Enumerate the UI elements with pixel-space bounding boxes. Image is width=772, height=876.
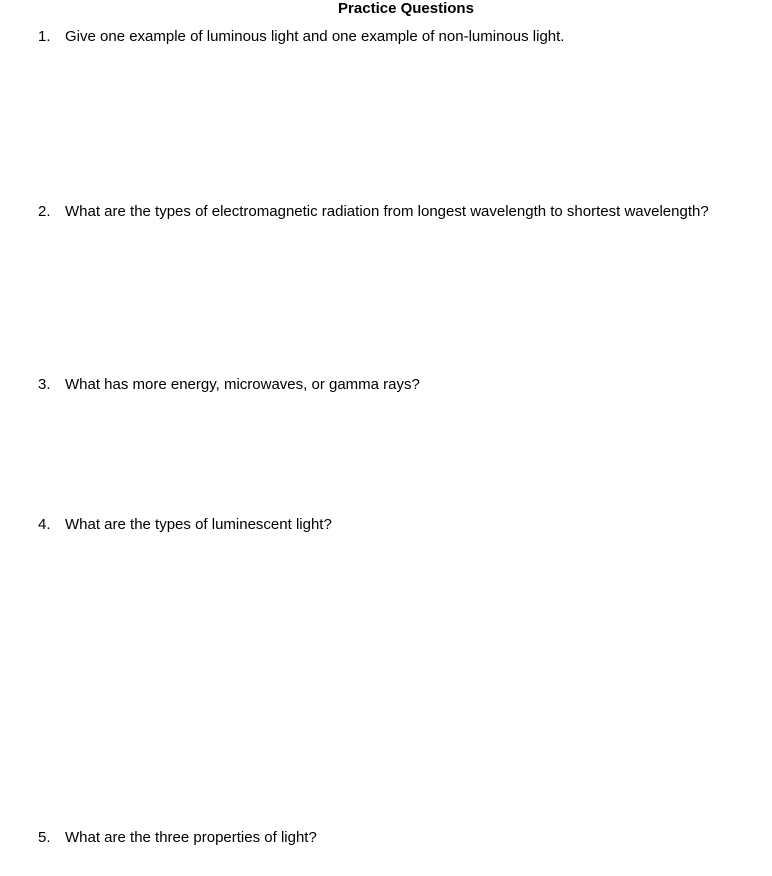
question-text: What are the three properties of light?: [65, 829, 317, 846]
question-text: What are the types of electromagnetic radiation from longest wavelength to shortest wavelength?: [65, 203, 709, 220]
question-4: [38, 516, 332, 533]
question-number: 2.: [38, 203, 51, 220]
question-text: What are the types of luminescent light?: [65, 516, 332, 533]
question-5: [38, 829, 317, 846]
question-number: 5.: [38, 829, 51, 846]
question-number: 4.: [38, 516, 51, 533]
question-number: 1.: [38, 28, 51, 45]
question-text: What has more energy, microwaves, or gamma rays?: [65, 376, 420, 393]
question-number: 3.: [38, 376, 51, 393]
question-3: [38, 376, 420, 393]
question-text: Give one example of luminous light and one example of non-luminous light.: [65, 28, 565, 45]
question-1: [38, 28, 564, 45]
page-title: Practice Questions: [338, 0, 474, 17]
question-2: [38, 203, 709, 220]
